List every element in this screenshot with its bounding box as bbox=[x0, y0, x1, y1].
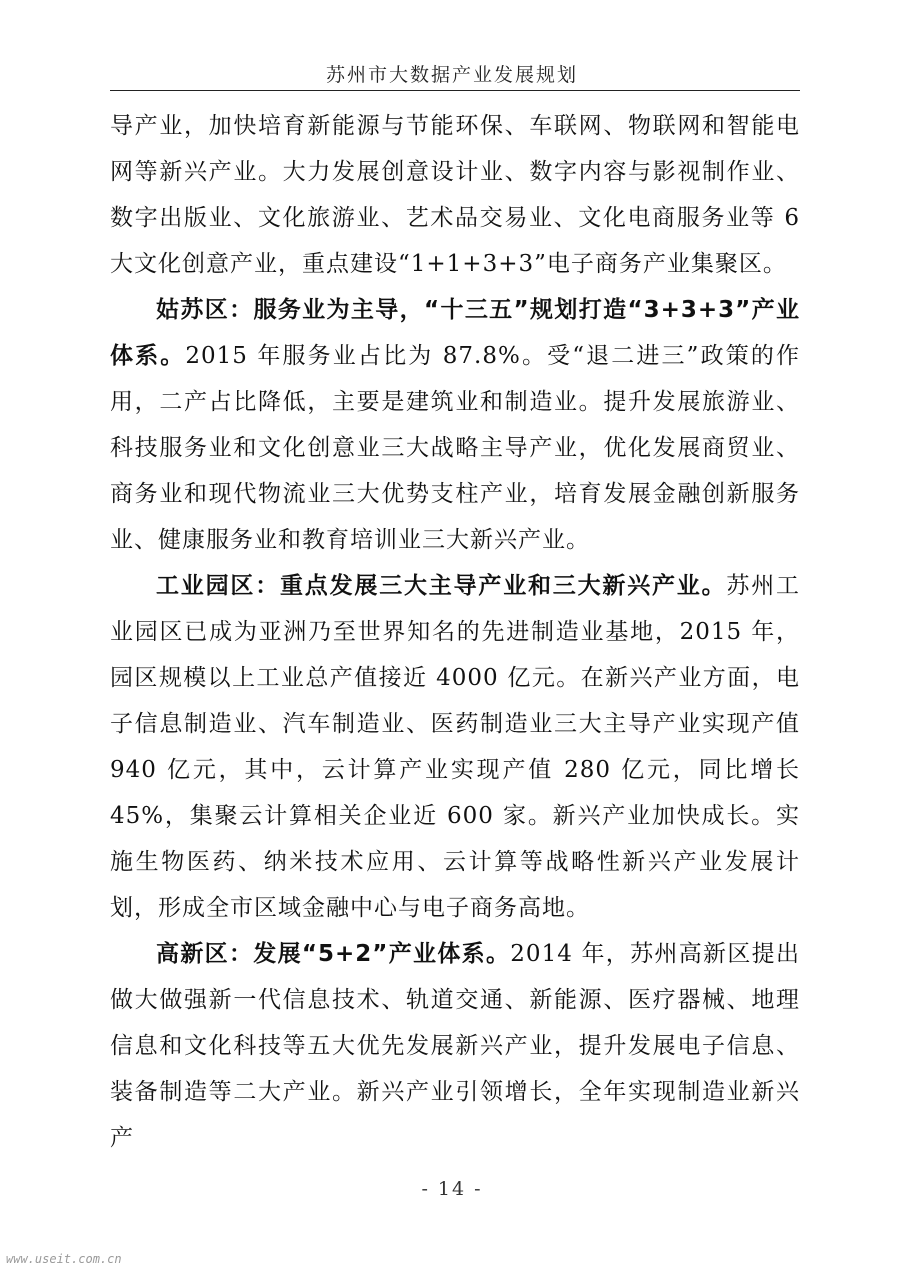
paragraph-text: 苏州工业园区已成为亚洲乃至世界知名的先进制造业基地，2015 年，园区规模以上工业总产值接近 4000 亿元。在新兴产业方面，电子信息制造业、汽车制造业、医药制造业三大主导产业实现产值 940 亿元，其中，云计算产业实现产值 280 亿元，同比增长 45%，集聚云计算相关企业近 600 家。新兴产业加快成长。实施生物医药、纳米技术应用、云计算等战略性新兴产业发展计划，形成全市区域金融中心与电子商务高地。 bbox=[110, 573, 801, 921]
body-text bbox=[110, 103, 800, 1161]
paragraph-lead-heading: 姑苏区：服务业为主导，“十三五”规划打造“3+3+3”产业体系。 bbox=[110, 297, 800, 369]
paragraph-lead-heading: 工业园区：重点发展三大主导产业和三大新兴产业。 bbox=[156, 573, 727, 599]
paragraph-continued bbox=[110, 103, 800, 287]
paragraph-industrial-park bbox=[110, 563, 800, 931]
page-number: - 14 - bbox=[421, 1178, 483, 1200]
paragraph-gusu-district bbox=[110, 287, 800, 563]
paragraph-text: 2014 年，苏州高新区提出做大做强新一代信息技术、轨道交通、新能源、医疗器械、地理信息和文化科技等五大优先发展新兴产业，提升发展电子信息、装备制造等二大产业。新兴产业引领增长，全年实现制造业新兴产 bbox=[110, 941, 800, 1151]
paragraph-high-tech-zone bbox=[110, 931, 800, 1161]
watermark: www.useit.com.cn bbox=[6, 1252, 122, 1266]
paragraph-lead-heading: 高新区：发展“5+2”产业体系。 bbox=[156, 941, 511, 967]
paragraph-text: 2015 年服务业占比为 87.8%。受“退二进三”政策的作用，二产占比降低，主要是建筑业和制造业。提升发展旅游业、科技服务业和文化创意业三大战略主导产业，优化发展商贸业、商务业和现代物流业三大优势支柱产业，培育发展金融创新服务业、健康服务业和教育培训业三大新兴产业。 bbox=[110, 343, 800, 553]
header-divider bbox=[110, 90, 800, 91]
paragraph-text: 导产业，加快培育新能源与节能环保、车联网、物联网和智能电网等新兴产业。大力发展创意设计业、数字内容与影视制作业、数字出版业、文化旅游业、艺术品交易业、文化电商服务业等 6 大文化创意产业，重点建设“1+1+3+3”电子商务产业集聚区。 bbox=[110, 113, 800, 277]
running-header-title: 苏州市大数据产业发展规划 bbox=[325, 64, 578, 86]
